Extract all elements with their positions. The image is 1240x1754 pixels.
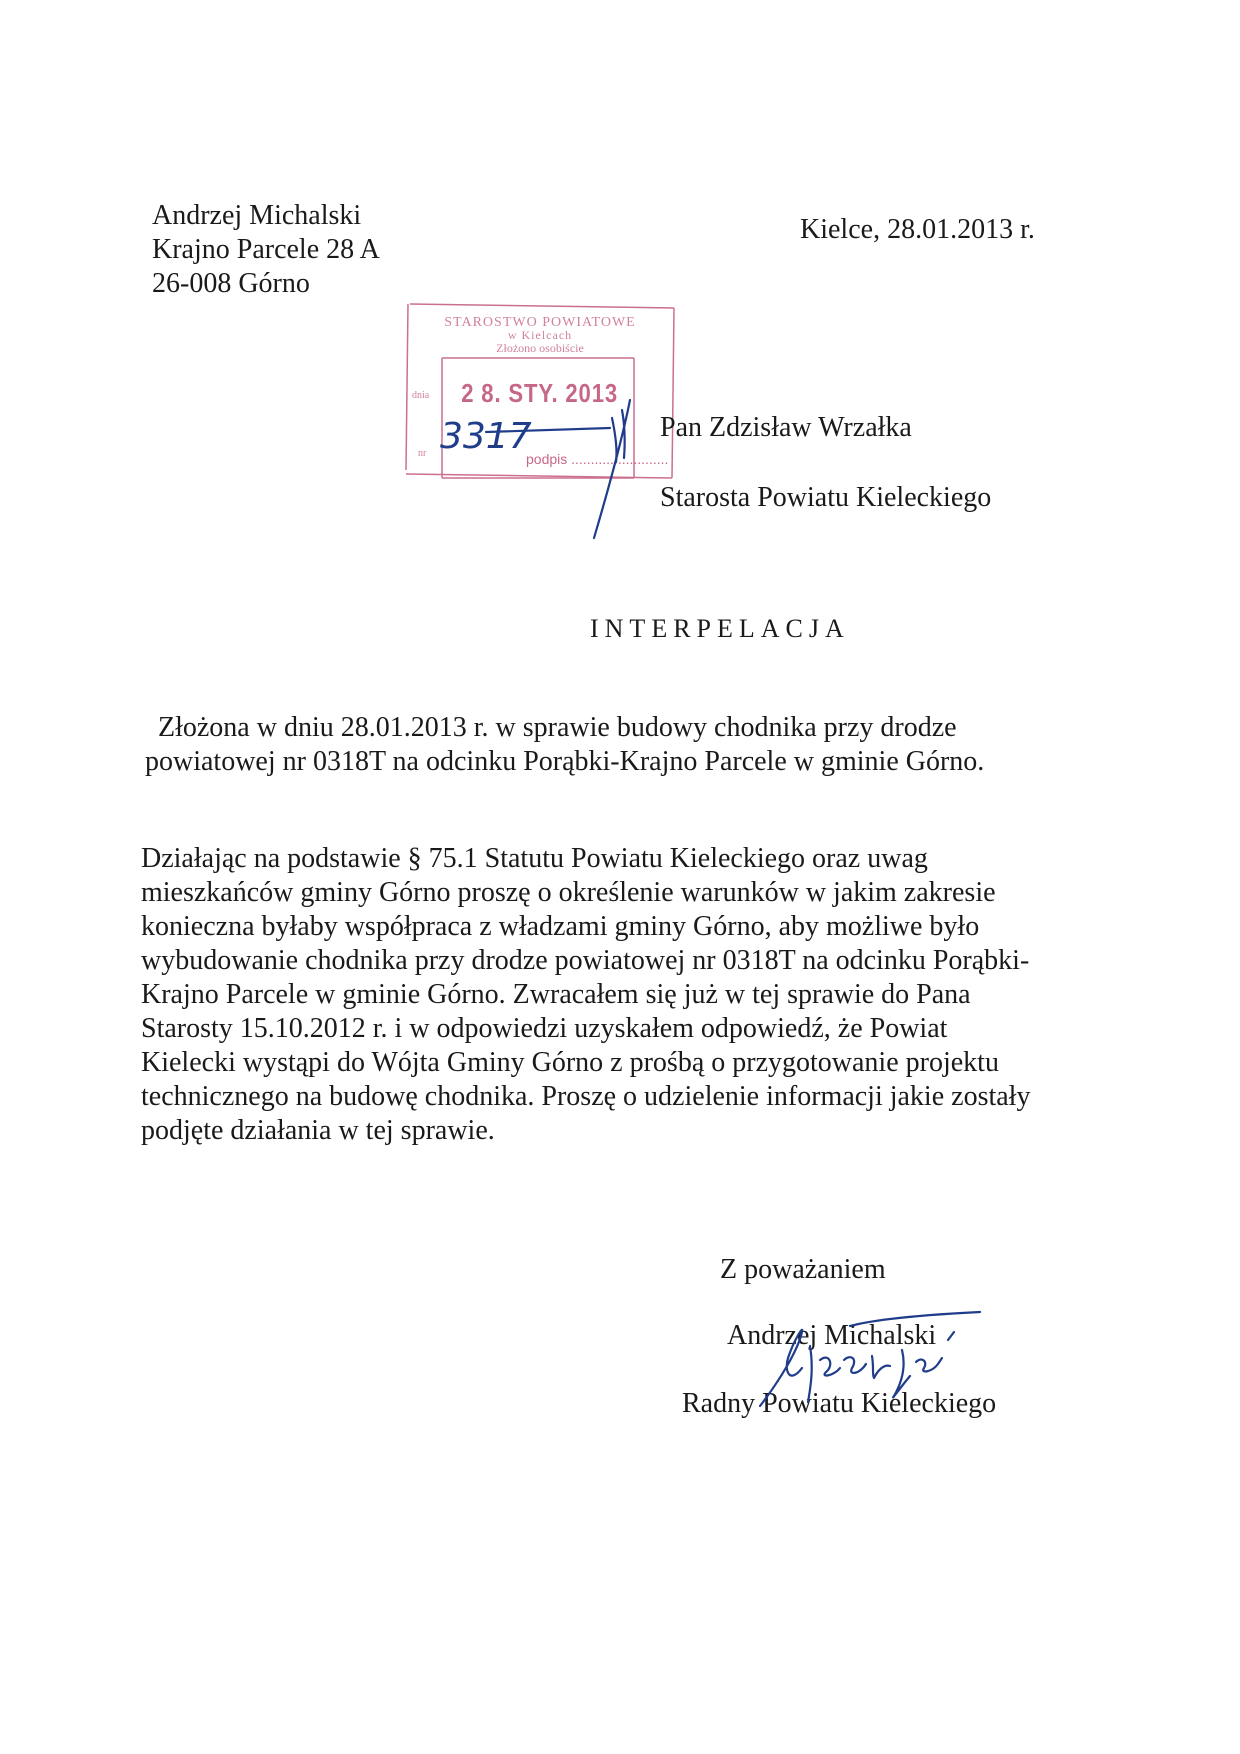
sender-name: Andrzej Michalski [152,200,362,231]
sender-postal-code: 26-008 Górno [152,268,310,299]
stamp-number-label: nr [418,448,427,459]
stamp-date-label: dnia [412,390,430,401]
signer-role: Radny Powiatu Kieleckiego [682,1388,997,1419]
body-line: konieczna byłaby współpraca z władzami gminy Górno, aby możliwe było [141,911,980,942]
body-line: podjęte działania w tej sprawie. [141,1115,495,1146]
recipient-name: Pan Zdzisław Wrzałka [660,412,912,443]
body-line: technicznego na budowę chodnika. Proszę o udzielenie informacji jakie zostały [141,1081,1031,1112]
stamp-office-line3: Złożono osobiście [496,341,584,355]
closing-greeting: Z poważaniem [720,1254,886,1285]
place-date: Kielce, 28.01.2013 r. [800,214,1035,245]
stamp-date: 2 8. STY. 2013 [461,379,618,409]
body-line: Krajno Parcele w gminie Górno. Zwracałem się już w tej sprawie do Pana [141,979,971,1010]
body-line: wybudowanie chodnika przy drodze powiatowej nr 0318T na odcinku Porąbki- [141,945,1030,976]
stamp-number: 3317 [440,416,532,457]
subject-line: powiatowej nr 0318T na odcinku Porąbki-Krajno Parcele w gminie Górno. [145,746,985,777]
stamp-signature-label: podpis ......................... [526,451,669,467]
body-line: Kielecki wystąpi do Wójta Gminy Górno z prośbą o przygotowanie projektu [141,1047,999,1078]
body-line: Działając na podstawie § 75.1 Statutu Powiatu Kieleckiego oraz uwag [141,843,928,874]
body-line: Starosty 15.10.2012 r. i w odpowiedzi uzyskałem odpowiedź, że Powiat [141,1013,948,1044]
document-title: INTERPELACJA [590,614,850,643]
handwritten-signature [740,1310,1000,1420]
stamp-office-line2: w Kielcach [507,328,573,342]
recipient-title: Starosta Powiatu Kieleckiego [660,482,992,513]
body-line: mieszkańców gminy Górno proszę o określenie warunków w jakim zakresie [141,877,996,908]
subject-line: Złożona w dniu 28.01.2013 r. w sprawie budowy chodnika przy drodze [158,712,957,743]
registry-stamp [400,300,680,480]
stamp-office-line1: STAROSTWO POWIATOWE [444,315,636,330]
sender-address: Krajno Parcele 28 A [152,234,380,265]
signer-name: Andrzej Michalski [727,1320,937,1351]
